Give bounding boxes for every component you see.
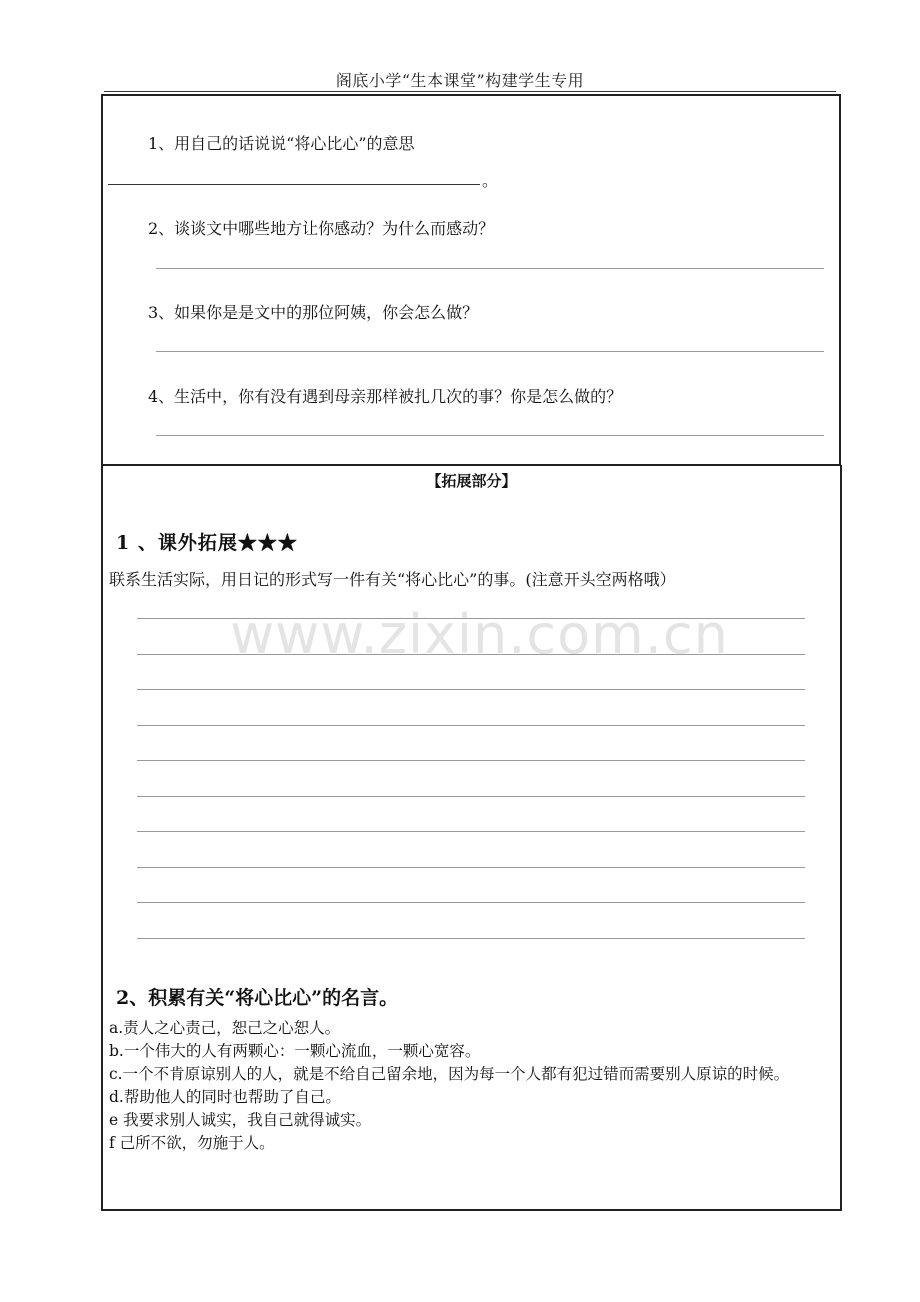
quote-item: f 己所不欲，勿施于人。 (109, 1134, 275, 1152)
diary-writing-area[interactable] (137, 618, 805, 973)
writing-line[interactable] (137, 654, 805, 655)
answer-line-3[interactable] (156, 351, 824, 352)
quote-item: c.一个不肯原谅别人的人，就是不给自己留余地，因为每一个人都有犯过错而需要别人原谅的时候。 (109, 1065, 790, 1083)
quote-item: e 我要求别人诚实，我自己就得诚实。 (109, 1111, 372, 1129)
question-3: 3、如果你是是文中的那位阿姨，你会怎么做？ (148, 303, 479, 322)
quote-item: a.责人之心责己，恕己之心恕人。 (109, 1019, 341, 1037)
writing-line[interactable] (137, 760, 805, 761)
answer-blank-period: 。 (482, 171, 499, 190)
task1-instruction: 联系生活实际，用日记的形式写一件有关“将心比心”的事。(注意开头空两格哦） (109, 570, 676, 589)
answer-line-2[interactable] (156, 268, 824, 269)
task1-title: 1 、课外拓展★★★ (116, 532, 298, 554)
writing-line[interactable] (137, 618, 805, 619)
extension-section-title: 【拓展部分】 (426, 472, 517, 490)
quote-item: d.帮助他人的同时也帮助了自己。 (109, 1088, 341, 1106)
writing-line[interactable] (137, 796, 805, 797)
question-1: 1、用自己的话说说“将心比心”的意思 (148, 134, 415, 153)
quotes-list (109, 1017, 831, 1155)
writing-line[interactable] (137, 938, 805, 939)
watermark-text: www.zixin.com.cn (230, 603, 729, 666)
writing-line[interactable] (137, 725, 805, 726)
question-2: 2、谈谈文中哪些地方让你感动？为什么而感动？ (148, 219, 495, 238)
question-4: 4、生活中，你有没有遇到母亲那样被扎几次的事？你是怎么做的？ (148, 387, 623, 406)
answer-blank-1[interactable] (108, 184, 480, 185)
page-header-title: 阁底小学“生本课堂”构建学生专用 (335, 71, 585, 90)
quote-item: b.一个伟大的人有两颗心：一颗心流血，一颗心宽容。 (109, 1042, 481, 1060)
header-rule (104, 91, 836, 92)
writing-line[interactable] (137, 867, 805, 868)
writing-line[interactable] (137, 902, 805, 903)
writing-line[interactable] (137, 689, 805, 690)
task2-title: 2、积累有关“将心比心”的名言。 (116, 987, 399, 1009)
writing-line[interactable] (137, 831, 805, 832)
answer-line-4[interactable] (156, 435, 824, 436)
